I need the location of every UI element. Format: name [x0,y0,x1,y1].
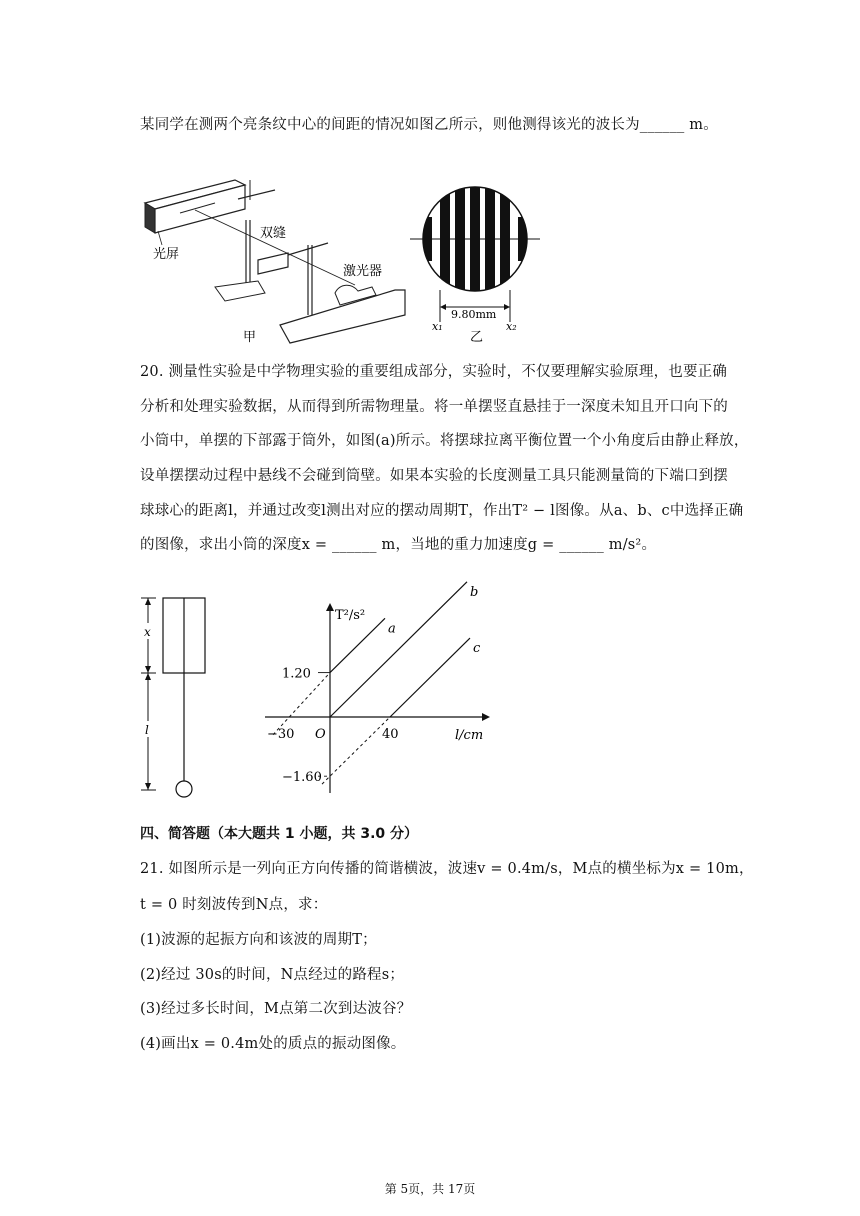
y-axis-label: T²/s² [335,608,366,623]
series-c-label: c [473,641,481,657]
y-tick-label: −1.60 [282,770,322,786]
label-x-depth: x [144,625,151,639]
figure-a-pendulum [138,593,218,803]
series-a-line [330,618,385,672]
q21-item-4: (4)画出x = 0.4m处的质点的振动图像。 [140,1036,406,1052]
label-double-slit: 双缝 [260,226,287,241]
q21-line-1: 21. 如图所示是一列向正方向传播的简谐横波，波速v = 0.4m/s，M点的横坐标为x = 10m， [140,861,754,877]
series-a-dashed [273,673,330,735]
series-c-dashed [322,717,390,784]
label-x1: x₁ [432,320,443,333]
q20-line-4: 设单摆摆动过程中悬线不会碰到筒壁。如果本实验的长度测量工具只能测量筒的下端口到摆 [140,468,728,484]
label-screen: 光屏 [153,247,180,262]
series-b-label: b [470,584,479,600]
label-l-length: l [145,723,149,737]
x-axis-label: l/cm [455,728,484,743]
y-tick-label: 1.20 [282,666,311,682]
caption-jia: 甲 [243,330,257,345]
q20-line-2: 分析和处理实验数据，从而得到所需物理量。将一单摆竖直悬挂于一深度未知且开口向下的 [140,399,728,415]
q21-item-1: (1)波源的起振方向和该波的周期T； [140,932,377,948]
series-a-label: a [388,621,396,637]
caption-yi: 乙 [470,330,484,345]
x-tick-label: O [315,727,326,742]
x-axis-arrow [482,713,490,721]
y-axis-arrow [326,603,334,611]
q20-line-1: 20. 测量性实验是中学物理实验的重要组成部分，实验时，不仅要理解实验原理，也要正确 [140,364,728,380]
figure-yi-fringes [410,172,540,345]
t2-l-chart [250,584,510,803]
q21-line-2: t = 0 时刻波传到N点，求： [140,897,328,913]
q19-tail-text: 某同学在测两个亮条纹中心的间距的情况如图乙所示，则他测得该光的波长为______ m。 [140,117,718,133]
series-c-line [390,638,470,717]
q21-item-2: (2)经过 30s的时间，N点经过的路程s； [140,967,405,983]
label-x2: x₂ [506,320,517,333]
q20-line-6: 的图像，求出小筒的深度x = ______ m，当地的重力加速度g = ______ m/s²。 [140,537,657,553]
page-footer: 第 5页，共 17页 [384,1182,476,1196]
q20-line-5: 球球心的距离l，并通过改变l测出对应的摆动周期T，作出T² − l图像。从a、b、c中选择正确 [140,503,744,519]
figure-jia-apparatus [140,175,420,345]
label-laser: 激光器 [343,264,383,279]
series-b-line [330,582,467,717]
q20-line-3: 小筒中，单摆的下部露于筒外，如图(a)所示。将摆球拉离平衡位置一个小角度后由静止释放， [140,433,749,449]
x-tick-label: 40 [382,727,399,742]
q21-item-3: (3)经过多长时间，M点第二次到达波谷？ [140,1001,412,1017]
section-4-heading: 四、简答题（本大题共 1 小题，共 3.0 分） [140,826,419,842]
x-tick-label: −30 [267,727,295,742]
label-9-80mm: 9.80mm [451,308,497,321]
